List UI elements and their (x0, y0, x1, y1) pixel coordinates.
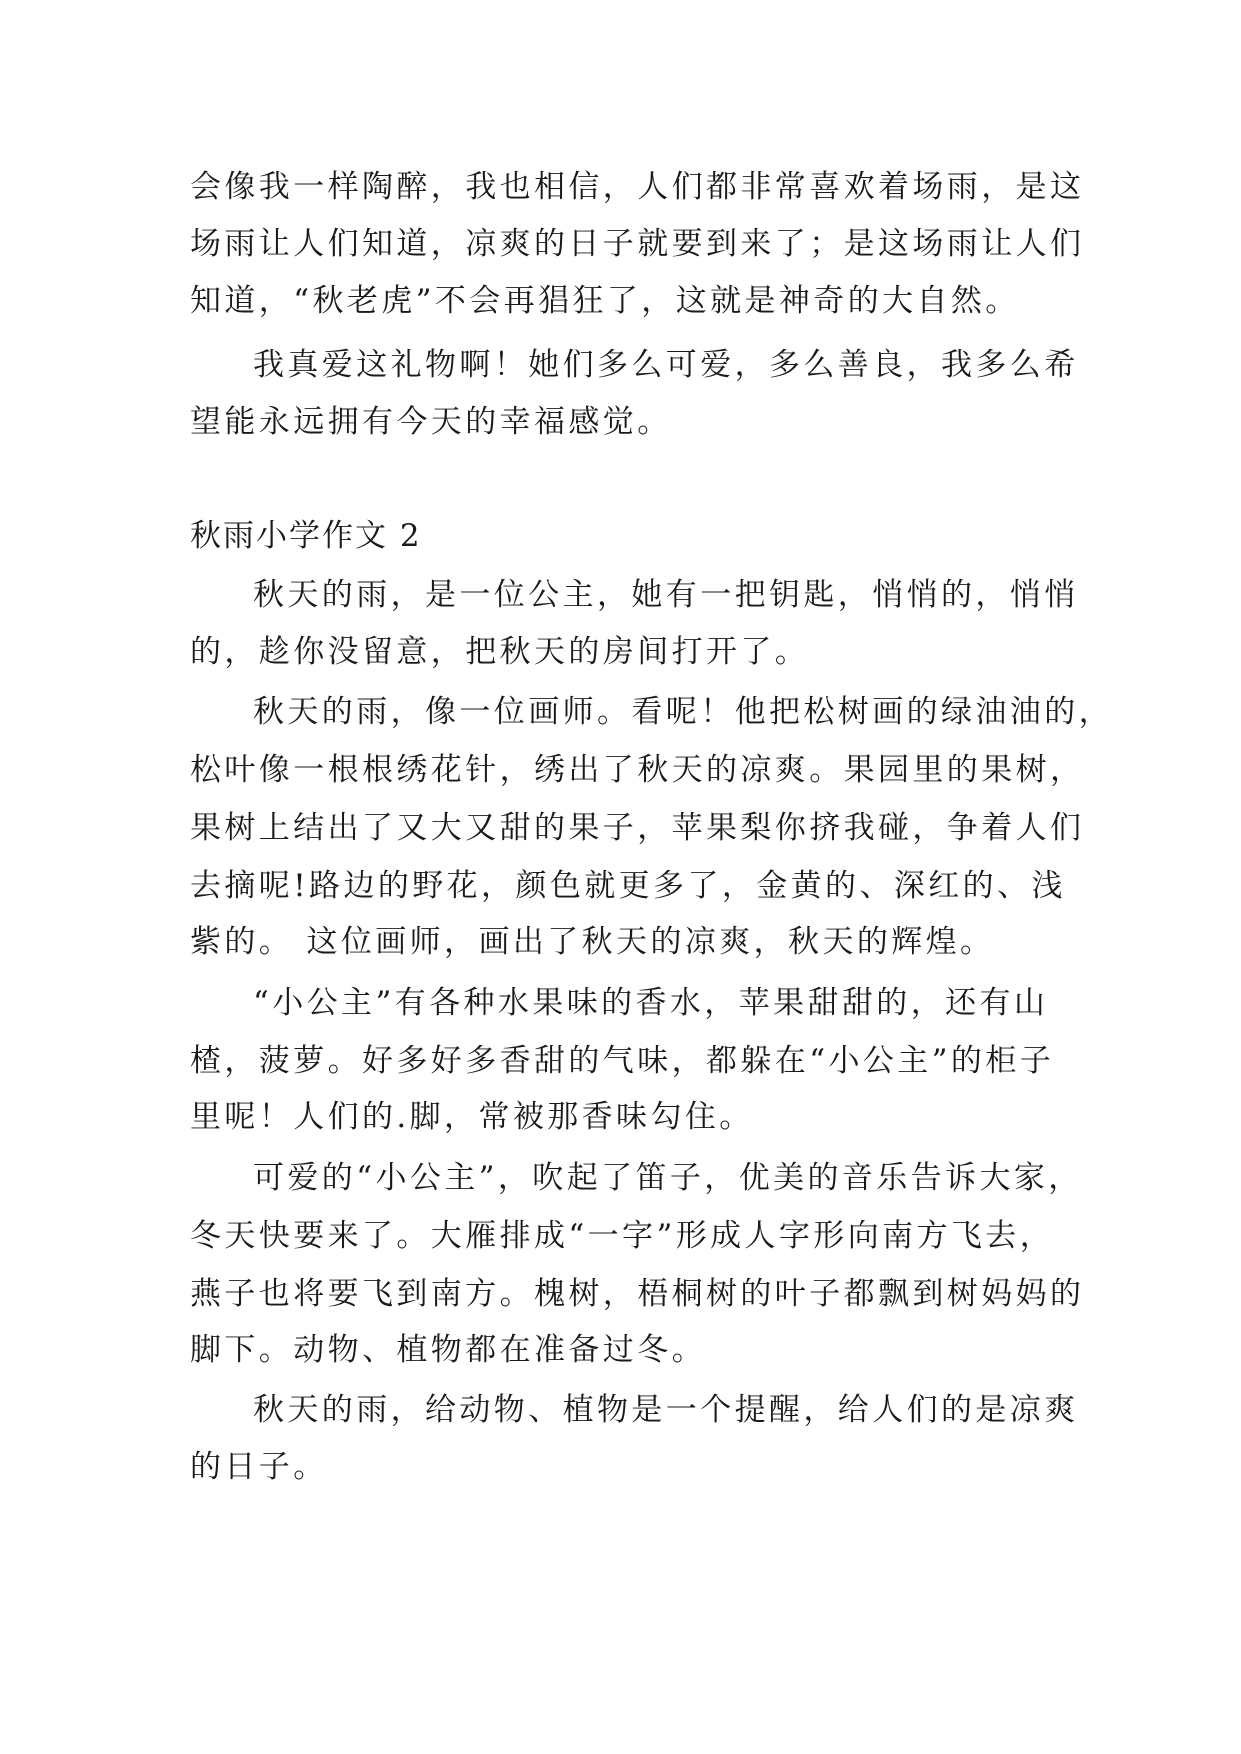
text-line: 去摘呢!路边的野花，颜色就更多了，金黄的、深红的、浅 (190, 868, 1066, 904)
text-line: 会像我一样陶醉，我也相信，人们都非常喜欢着场雨，是这 (190, 169, 1085, 205)
text-line: 冬天快要来了。大雁排成“一字”形成人字形向南方飞去， (190, 1218, 1055, 1254)
text-line: 秋天的雨，给动物、植物是一个提醒，给人们的是凉爽 (253, 1392, 1079, 1428)
text-line: 脚下。动物、植物都在准备过冬。 (190, 1332, 706, 1368)
text-line: 的日子。 (190, 1449, 328, 1485)
text-line: 紫的。 这位画师，画出了秋天的凉爽，秋天的辉煌。 (190, 924, 995, 960)
section-heading: 秋雨小学作文 2 (190, 518, 422, 554)
text-line: “小公主”有各种水果味的香水，苹果甜甜的，还有山 (253, 985, 1049, 1021)
text-line: 望能永远拥有今天的幸福感觉。 (190, 404, 672, 440)
text-line: 知道，“秋老虎”不会再猖狂了，这就是神奇的大自然。 (190, 283, 1020, 319)
text-line: 秋天的雨，像一位画师。看呢！他把松树画的绿油油的， (253, 694, 1113, 730)
text-line: 秋天的雨，是一位公主，她有一把钥匙，悄悄的，悄悄 (253, 577, 1079, 613)
text-line: 的，趁你没留意，把秋天的房间打开了。 (190, 634, 810, 670)
text-line: 场雨让人们知道，凉爽的日子就要到来了；是这场雨让人们 (190, 226, 1085, 262)
text-line: 我真爱这礼物啊！她们多么可爱，多么善良，我多么希 (253, 347, 1079, 383)
text-line: 里呢！人们的.脚，常被那香味勾住。 (190, 1099, 754, 1135)
text-line: 燕子也将要飞到南方。槐树，梧桐树的叶子都飘到树妈妈的 (190, 1276, 1085, 1312)
text-line: 楂，菠萝。好多好多香甜的气味，都躲在“小公主”的柜子 (190, 1043, 1055, 1079)
text-line: 可爱的“小公主”，吹起了笛子，优美的音乐告诉大家， (253, 1160, 1083, 1196)
text-line: 果树上结出了又大又甜的果子，苹果梨你挤我碰，争着人们 (190, 810, 1085, 846)
text-line: 松叶像一根根绣花针，绣出了秋天的凉爽。果园里的果树， (190, 752, 1085, 788)
